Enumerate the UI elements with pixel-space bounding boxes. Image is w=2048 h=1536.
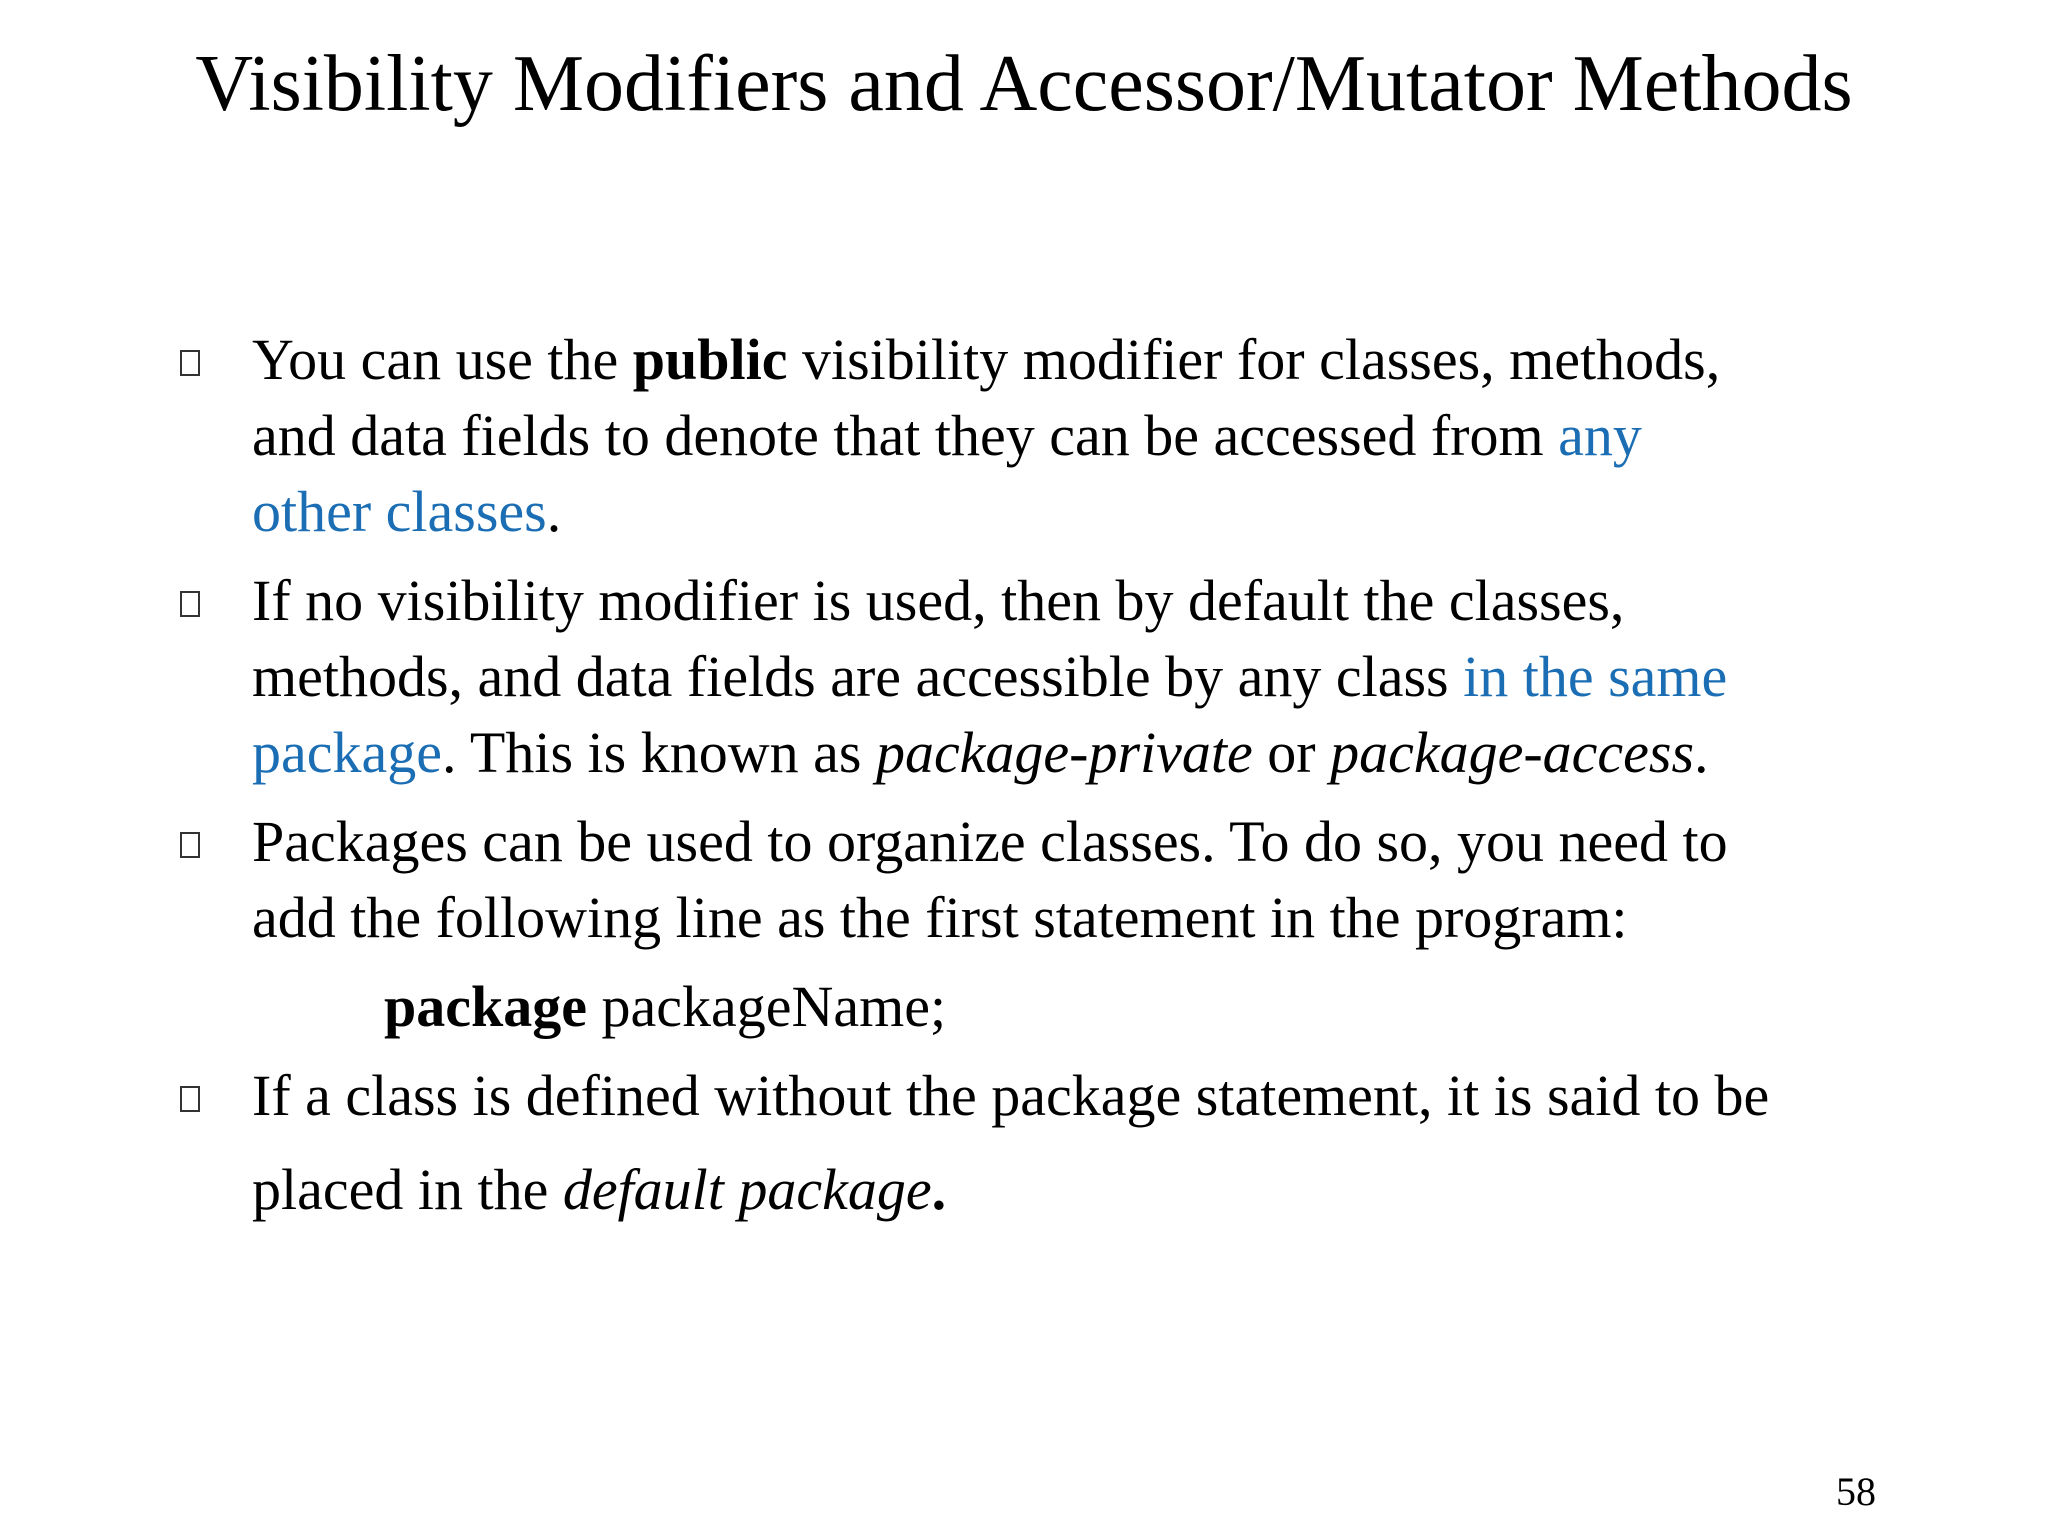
bullet-line <box>252 563 1918 639</box>
page-number: 58 <box>1836 1469 1876 1514</box>
bullet-line <box>252 715 1918 791</box>
keyword-public: public <box>632 327 788 392</box>
text-run: . <box>1694 720 1709 785</box>
text-run: add the following line as the first statement in the program: <box>252 885 1628 950</box>
highlight-text: other classes <box>252 479 547 544</box>
highlight-text: in the same <box>1463 644 1728 709</box>
bullet-line <box>252 1058 1918 1134</box>
bullet-line <box>252 1152 1918 1228</box>
text-run: You can use the <box>252 327 633 392</box>
bullet-line <box>252 322 1918 398</box>
bullet-line <box>252 880 1918 956</box>
bullet-item-packages <box>178 804 1918 956</box>
italic-term: default package <box>562 1157 932 1222</box>
text-run: or <box>1252 720 1331 785</box>
text-run: placed in the <box>252 1157 563 1222</box>
text-run: Packages can be used to organize classes. To do so, you need to <box>252 809 1728 874</box>
highlight-text: any <box>1558 403 1642 468</box>
text-run: . This is known as <box>441 720 876 785</box>
slide-title: Visibility Modifiers and Accessor/Mutator Methods <box>195 40 1853 128</box>
square-bullet-icon <box>180 350 200 376</box>
text-run: If no visibility modifier is used, then by default the classes, <box>252 568 1625 633</box>
bullet-item-public-modifier <box>178 322 1918 550</box>
bullet-item-default-package <box>178 1058 1918 1228</box>
highlight-text: package <box>252 720 442 785</box>
text-run: If a class is defined without the package statement, it is said to be <box>252 1063 1770 1128</box>
package-name-text: packageName; <box>587 974 947 1039</box>
bullet-line <box>252 804 1918 880</box>
bullet-line <box>252 398 1918 474</box>
square-bullet-icon <box>180 832 200 858</box>
keyword-package: package <box>384 974 587 1039</box>
text-run: . <box>546 479 562 544</box>
text-run: . <box>931 1157 947 1222</box>
text-run: methods, and data fields are accessible by any class <box>252 644 1464 709</box>
package-statement-example <box>178 969 1918 1045</box>
bullet-line <box>252 639 1918 715</box>
square-bullet-icon <box>180 1086 200 1112</box>
bullet-item-default-visibility <box>178 563 1918 791</box>
text-run: visibility modifier for classes, methods, <box>787 327 1721 392</box>
italic-term: package-private <box>875 720 1253 785</box>
text-run: and data fields to denote that they can be accessed from <box>252 403 1559 468</box>
bullet-line <box>252 474 1918 550</box>
italic-term: package-access <box>1330 720 1695 785</box>
bullet-list <box>178 322 1918 1228</box>
square-bullet-icon <box>180 591 200 617</box>
